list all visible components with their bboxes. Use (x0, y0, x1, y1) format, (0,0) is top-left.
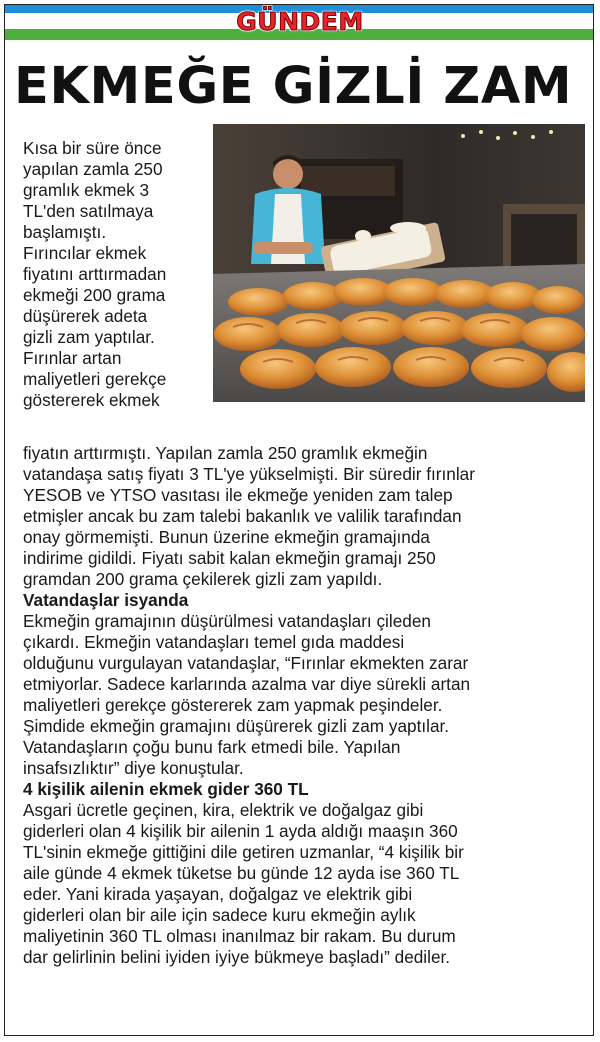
baker-with-bread-illustration (213, 124, 585, 402)
intro-rest-text: fiyatın arttırmıştı. Yapılan zamla 250 gramlık ekmeğin vatandaşa satış fiyatı 3 TL'ye yükselmişti. Bir süredir fırınlar YESOB ve YTSO vasıtası ile ekmeğe yeniden zam talep etmişler ancak bu zam talebi bakanlık ve valilik tarafından onay görmemişti. Bunun üzerine ekmeğin gramajında indirime gidildi. Fiyatı sabit kalan ekmeğin gramajı 250 gramdan 200 grama çekilerek gizli zam yapıldı. (23, 443, 475, 589)
subhead-vatandaslar: Vatandaşlar isyanda (23, 590, 189, 610)
article-headline: EKMEĞE GİZLİ ZAM (14, 57, 573, 116)
subhead-ekmek-gider: 4 kişilik ailenin ekmek gider 360 TL (23, 779, 309, 799)
section-1-text: Ekmeğin gramajının düşürülmesi vatandaşları çileden çıkardı. Ekmeğin vatandaşları temel gıda maddesi olduğunu vurgulayan vatandaşlar, “Fırınlar ekmekten zarar etmiyorlar. Sadece karlarında azalma var diye sürekli artan maliyetleri gerekçe göstererek zam yapmak peşindeler. Şimdide ekmeğin gramajını düşürerek gizli zam yaptılar. Vatandaşların çoğu bunu fark etmedi bile. Yapılan insafsızlıktır” diye konuştular. (23, 611, 471, 778)
section-2-text: Asgari ücretle geçinen, kira, elektrik ve doğalgaz gibi giderleri olan 4 kişilik bir ailenin 1 ayda aldığı maaşın 360 TL'sinin ekmeğe gittiğini dile getiren uzmanlar, “4 kişilik bir aile günde 4 ekmek tüketse bu günde 12 ayda ise 360 TL eder. Yani kirada yaşayan, doğalgaz ve elektrik gibi giderleri olan bir aile için sadece kuru ekmeğin aylık maliyetinin 360 TL olması inanılmaz bir rakam. Bu durum dar gelirlinin belini iyiden iyiye bükmeye başladı” dediler. (23, 800, 464, 967)
section-label: GÜNDEM (236, 7, 364, 36)
article-photo (213, 124, 585, 402)
article-intro-wrap (23, 138, 209, 411)
article-body (23, 443, 588, 968)
intro-wrap-text: Kısa bir süre önce yapılan zamla 250 gramlık ekmek 3 TL'den satılmaya başlamıştı. Fırıncılar ekmek fiyatını arttırmadan ekmeği 200 grama düşürerek adeta gizli zam yaptılar. Fırınlar artan maliyetleri gerekçe göstererek ekmek (23, 138, 167, 410)
